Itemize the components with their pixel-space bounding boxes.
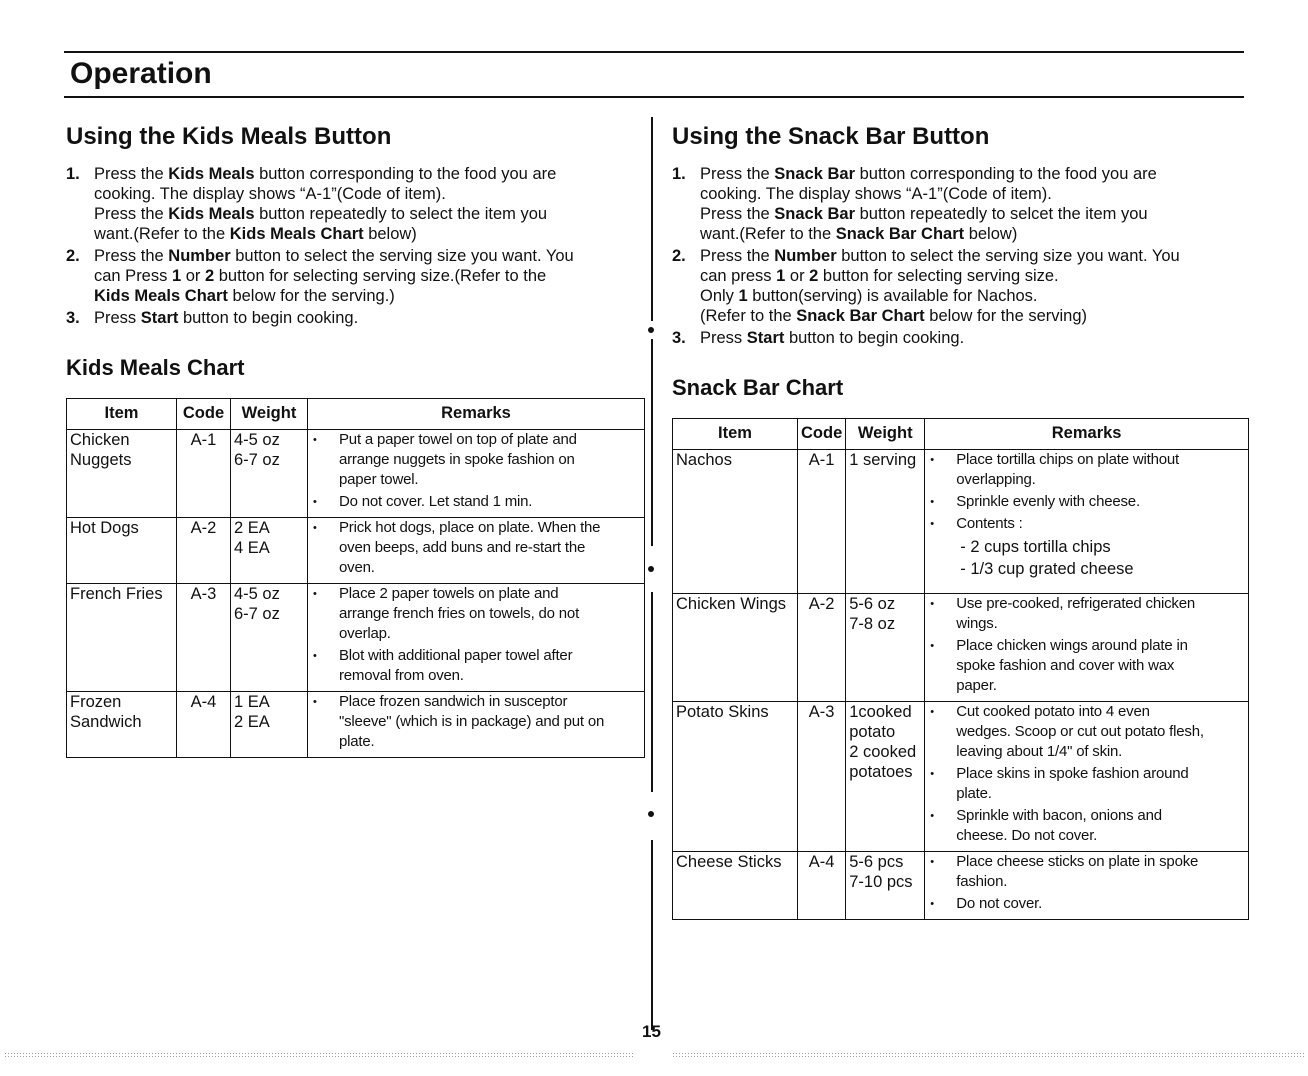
step-text: or <box>181 267 205 285</box>
step-text: below for the serving.) <box>227 287 395 305</box>
remark-item <box>928 594 1245 634</box>
remark-item <box>928 636 1245 696</box>
bold-term: Kids Meals <box>168 165 255 183</box>
contents-item: - 1/3 cup grated cheese <box>960 560 1134 578</box>
remark-line: • Contents : <box>956 515 1023 532</box>
code-cell: A-3 <box>177 584 231 692</box>
step-text: Press <box>700 329 747 347</box>
weight-line: 1 serving <box>849 451 917 469</box>
bold-term: Snack Bar Chart <box>796 307 925 325</box>
weight-line: 2 EA <box>234 519 270 537</box>
weight-line: 4-5 oz <box>234 431 280 449</box>
step-text: button to begin cooking. <box>784 329 965 347</box>
weight-line: 5-6 oz <box>849 595 896 613</box>
remarks-cell <box>925 594 1249 702</box>
remark-line: leaving about 1/4" of skin. <box>956 743 1123 760</box>
step-number: 2. <box>66 247 80 265</box>
remarks-list <box>928 594 1245 696</box>
footer-dotted-line <box>4 1052 634 1058</box>
snack-bar-chart-header <box>673 419 1249 450</box>
bold-term: Kids Meals Chart <box>94 287 228 305</box>
code-cell: A-1 <box>798 450 846 594</box>
step-line <box>700 266 1250 286</box>
remark-line: • Do not cover. <box>956 895 1043 912</box>
table-row <box>673 594 1249 702</box>
column-divider <box>651 339 653 546</box>
remark-item <box>928 450 1245 490</box>
weight-line: 6-7 oz <box>234 451 280 469</box>
weight-line: 4-5 oz <box>234 585 280 603</box>
remark-line: • Place skins in spoke fashion around <box>956 765 1189 782</box>
code-cell: A-2 <box>798 594 846 702</box>
remark-line: • Place 2 paper towels on plate and <box>339 585 559 602</box>
remark-line: plate. <box>339 733 375 750</box>
snack-bar-steps <box>672 164 1250 348</box>
item-cell <box>673 852 798 920</box>
step-number: 2. <box>672 247 686 265</box>
header-weight: Weight <box>846 419 925 450</box>
code-cell: A-4 <box>798 852 846 920</box>
item-cell <box>67 518 177 584</box>
remarks-cell <box>308 518 645 584</box>
step-text: or <box>785 267 810 285</box>
bold-term: 1 <box>738 287 748 305</box>
step-text: want.(Refer to the <box>94 225 230 243</box>
header-weight: Weight <box>231 399 308 430</box>
step-text: want.(Refer to the <box>700 225 836 243</box>
step-text: Only <box>700 287 739 305</box>
snack-bar-chart-title: Snack Bar Chart <box>672 375 844 400</box>
header-remarks: Remarks <box>925 419 1249 450</box>
remarks-cell <box>925 702 1249 852</box>
bold-term: Snack Bar <box>774 205 856 223</box>
remarks-cell <box>925 852 1249 920</box>
remark-item <box>311 518 641 578</box>
step-text: Press the <box>700 165 775 183</box>
item-name-line: French Fries <box>70 585 163 603</box>
table-row <box>673 702 1249 852</box>
header-code: Code <box>798 419 846 450</box>
step-text: button corresponding to the food you are <box>855 165 1157 183</box>
remark-item <box>311 692 641 752</box>
bold-term: Kids Meals <box>168 205 255 223</box>
header-code: Code <box>177 399 231 430</box>
step-line <box>94 204 646 224</box>
weight-line: 4 EA <box>234 539 270 557</box>
item-cell <box>673 450 798 594</box>
step-text: (Refer to the <box>700 307 797 325</box>
remark-item <box>311 430 641 490</box>
step-line <box>94 286 646 306</box>
step-line <box>700 306 1250 326</box>
bold-term: 2 <box>809 267 819 285</box>
step-item <box>66 308 646 328</box>
column-divider <box>651 592 653 792</box>
step-item <box>672 164 1250 244</box>
table-row <box>67 584 645 692</box>
step-text: button(serving) is available for Nachos. <box>747 287 1038 305</box>
table-row <box>67 518 645 584</box>
remark-line: • Place tortilla chips on plate without <box>956 451 1179 468</box>
footer-dotted-line <box>672 1052 1304 1058</box>
remarks-list <box>311 518 641 578</box>
item-cell <box>67 692 177 758</box>
table-row <box>673 450 1249 594</box>
remarks-cell <box>308 430 645 518</box>
item-name-line: Cheese Sticks <box>676 853 782 871</box>
remarks-list <box>928 852 1245 914</box>
item-name-line: Nuggets <box>70 451 132 469</box>
remarks-cell <box>308 692 645 758</box>
table-row <box>67 692 645 758</box>
column-divider <box>651 840 653 1030</box>
step-text: Press the <box>94 205 169 223</box>
step-line <box>94 184 646 204</box>
divider-dot <box>648 327 654 333</box>
step-item <box>672 246 1250 326</box>
table-row <box>67 430 645 518</box>
remark-item <box>311 584 641 644</box>
top-rule <box>64 51 1244 53</box>
code-cell: A-1 <box>177 430 231 518</box>
step-line <box>700 204 1250 224</box>
remark-item <box>311 492 641 512</box>
header-remarks: Remarks <box>308 399 645 430</box>
step-line <box>94 308 646 328</box>
remark-line: • Sprinkle evenly with cheese. <box>956 493 1140 510</box>
step-number: 3. <box>672 329 686 347</box>
remark-line: • Place cheese sticks on plate in spoke <box>956 853 1199 870</box>
step-text: cooking. The display shows “A-1”(Code of item). <box>700 185 1052 203</box>
remark-line: • Prick hot dogs, place on plate. When the <box>339 519 601 536</box>
step-line <box>94 164 646 184</box>
contents-list <box>928 536 1245 580</box>
weight-cell <box>231 584 308 692</box>
bold-term: Kids Meals Chart <box>229 225 364 243</box>
item-cell <box>67 584 177 692</box>
remarks-list <box>928 450 1245 534</box>
remark-item <box>928 492 1245 512</box>
step-text: below for the serving) <box>924 307 1088 325</box>
remark-line: spoke fashion and cover with wax <box>956 657 1175 674</box>
step-line <box>94 266 646 286</box>
snack-bar-chart <box>672 418 1249 920</box>
table-row <box>673 852 1249 920</box>
kids-meals-section-title: Using the Kids Meals Button <box>66 123 392 150</box>
remark-line: oven. <box>339 559 375 576</box>
step-line <box>700 286 1250 306</box>
remark-line: cheese. Do not cover. <box>956 827 1098 844</box>
bold-term: Snack Bar Chart <box>835 225 965 243</box>
remark-item <box>311 646 641 686</box>
remark-line: • Place frozen sandwich in susceptor <box>339 693 568 710</box>
remarks-list <box>311 584 641 686</box>
step-text: below) <box>964 225 1018 243</box>
step-text: Press the <box>94 247 169 265</box>
weight-line: 7-10 pcs <box>849 873 913 891</box>
step-line <box>700 328 1250 348</box>
step-text: Press <box>94 309 141 327</box>
remark-item <box>928 806 1245 846</box>
step-line <box>700 246 1250 266</box>
weight-cell <box>846 594 925 702</box>
remarks-cell <box>308 584 645 692</box>
step-item <box>672 328 1250 348</box>
weight-cell <box>846 852 925 920</box>
snack-bar-section-title: Using the Snack Bar Button <box>672 123 990 150</box>
divider-dot <box>648 566 654 572</box>
remark-line: • Cut cooked potato into 4 even <box>956 703 1150 720</box>
step-text: button to begin cooking. <box>178 309 359 327</box>
step-line <box>94 246 646 266</box>
remarks-cell <box>925 450 1249 594</box>
remark-line: overlapping. <box>956 471 1036 488</box>
remark-item <box>928 764 1245 804</box>
kids-meals-section <box>66 120 646 758</box>
remarks-list <box>311 692 641 752</box>
item-name-line: Chicken <box>70 431 130 449</box>
step-line <box>94 224 646 244</box>
item-name-line: Hot Dogs <box>70 519 139 537</box>
weight-line: 6-7 oz <box>234 605 280 623</box>
header-item: Item <box>67 399 177 430</box>
step-text: can press <box>700 267 777 285</box>
remark-line: arrange nuggets in spoke fashion on <box>339 451 575 468</box>
step-line <box>700 164 1250 184</box>
remark-item <box>928 852 1245 892</box>
remark-item <box>928 894 1245 914</box>
weight-cell <box>231 692 308 758</box>
snack-bar-section <box>672 120 1250 920</box>
step-number: 1. <box>66 165 80 183</box>
weight-line: 5-6 pcs <box>849 853 904 871</box>
weight-line: 1cooked <box>849 703 912 721</box>
item-cell <box>67 430 177 518</box>
item-cell <box>673 702 798 852</box>
column-divider <box>651 117 653 321</box>
contents-item: - 2 cups tortilla chips <box>960 538 1111 556</box>
weight-cell <box>231 518 308 584</box>
remark-line: arrange french fries on towels, do not <box>339 605 580 622</box>
step-text: button corresponding to the food you are <box>254 165 557 183</box>
weight-line: potatoes <box>849 763 913 781</box>
step-text: below) <box>363 225 417 243</box>
step-text: button to select the serving size you want. You <box>230 247 574 265</box>
bold-term: Start <box>746 329 785 347</box>
step-text: button for selecting serving size. <box>818 267 1059 285</box>
kids-meals-steps <box>66 164 646 328</box>
step-item <box>66 246 646 306</box>
bold-term: Number <box>168 247 231 265</box>
weight-line: 2 cooked <box>849 743 917 761</box>
weight-cell <box>846 450 925 594</box>
page-title: Operation <box>70 57 212 90</box>
remark-line: • Sprinkle with bacon, onions and <box>956 807 1162 824</box>
item-name-line: Nachos <box>676 451 732 469</box>
remark-line: wedges. Scoop or cut out potato flesh, <box>956 723 1204 740</box>
kids-meals-chart <box>66 398 645 758</box>
weight-line: 2 EA <box>234 713 270 731</box>
code-cell: A-3 <box>798 702 846 852</box>
remark-line: • Put a paper towel on top of plate and <box>339 431 577 448</box>
weight-line: 1 EA <box>234 693 270 711</box>
remark-line: • Blot with additional paper towel after <box>339 647 573 664</box>
step-item <box>66 164 646 244</box>
remark-line: • Place chicken wings around plate in <box>956 637 1188 654</box>
step-text: button to select the serving size you want. You <box>836 247 1180 265</box>
remark-line: fashion. <box>956 873 1008 890</box>
bold-term: 1 <box>171 267 182 285</box>
code-cell: A-4 <box>177 692 231 758</box>
divider-dot <box>648 811 654 817</box>
step-line <box>700 184 1250 204</box>
item-cell <box>673 594 798 702</box>
step-number: 3. <box>66 309 80 327</box>
weight-cell <box>231 430 308 518</box>
remark-line: wings. <box>956 615 998 632</box>
step-number: 1. <box>672 165 686 183</box>
item-name-line: Sandwich <box>70 713 142 731</box>
kids-meals-chart-title: Kids Meals Chart <box>66 355 245 380</box>
item-name-line: Chicken Wings <box>676 595 787 613</box>
remarks-list <box>311 430 641 512</box>
code-cell: A-2 <box>177 518 231 584</box>
kids-meals-chart-header <box>67 399 645 430</box>
item-name-line: Frozen <box>70 693 122 711</box>
bold-term: 2 <box>204 267 215 285</box>
bold-term: Start <box>140 309 179 327</box>
weight-cell <box>846 702 925 852</box>
header-item: Item <box>673 419 798 450</box>
remark-line: paper towel. <box>339 471 419 488</box>
step-text: can Press <box>94 267 172 285</box>
remarks-list <box>928 702 1245 846</box>
step-text: cooking. The display shows “A-1”(Code of item). <box>94 185 446 203</box>
remark-line: removal from oven. <box>339 667 464 684</box>
weight-line: 7-8 oz <box>849 615 896 633</box>
page-number: 15 <box>642 1022 661 1041</box>
step-text: button repeatedly to selcet the item you <box>855 205 1148 223</box>
remark-item <box>928 702 1245 762</box>
weight-line: potato <box>849 723 896 741</box>
remark-line: plate. <box>956 785 992 802</box>
step-text: Press the <box>700 247 775 265</box>
remark-line: oven beeps, add buns and re-start the <box>339 539 586 556</box>
step-text: button repeatedly to select the item you <box>254 205 548 223</box>
remark-line: "sleeve" (which is in package) and put on <box>339 713 605 730</box>
step-text: button for selecting serving size.(Refer to the <box>214 267 547 285</box>
remark-line: • Do not cover. Let stand 1 min. <box>339 493 533 510</box>
remark-line: paper. <box>956 677 997 694</box>
remark-line: overlap. <box>339 625 391 642</box>
remark-line: • Use pre-cooked, refrigerated chicken <box>956 595 1196 612</box>
step-text: Press the <box>700 205 775 223</box>
step-line <box>700 224 1250 244</box>
bold-term: 1 <box>776 267 786 285</box>
step-text: Press the <box>94 165 169 183</box>
title-underline <box>64 96 1244 98</box>
remark-item <box>928 514 1245 534</box>
item-name-line: Potato Skins <box>676 703 769 721</box>
bold-term: Number <box>774 247 837 265</box>
bold-term: Snack Bar <box>774 165 856 183</box>
